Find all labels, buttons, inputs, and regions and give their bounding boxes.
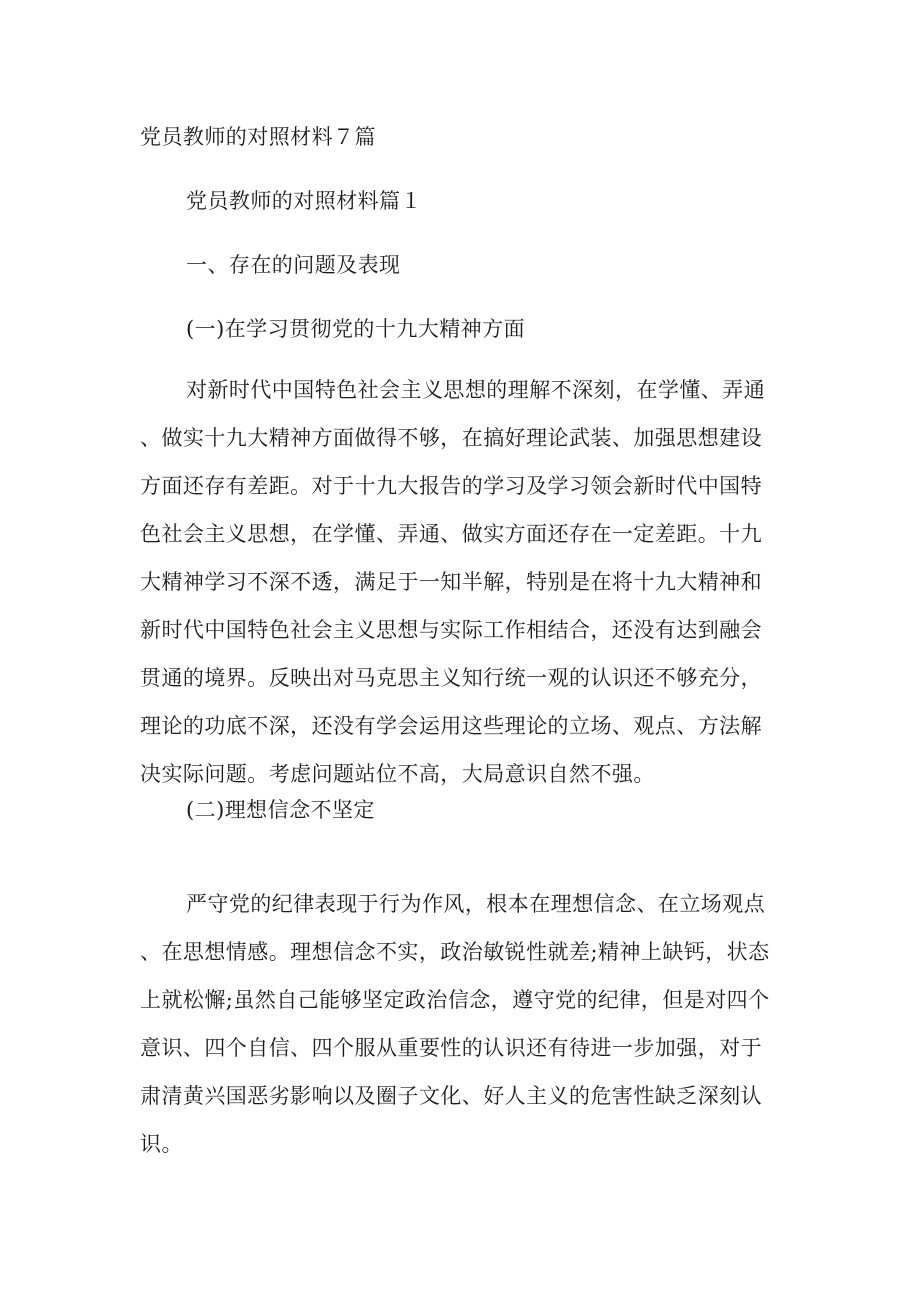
part-heading: 一、存在的问题及表现	[186, 253, 401, 277]
paragraph-line: 新时代中国特色社会主义思想与实际工作相结合，还没有达到融会	[140, 618, 763, 642]
section-heading: 党员教师的对照材料篇１	[186, 189, 422, 213]
subsection-2-paragraph	[140, 880, 780, 1168]
paragraph-line: 、在思想情感。理想信念不实，政治敏锐性就差;精神上缺钙，状态	[140, 940, 770, 964]
paragraph-line: 、做实十九大精神方面做得不够，在搞好理论武装、加强思想建设	[140, 426, 763, 450]
paragraph-line: 色社会主义思想，在学懂、弄通、做实方面还存在一定差距。十九	[140, 522, 763, 546]
subsection-1-heading: (一)在学习贯彻党的十九大精神方面	[186, 317, 526, 341]
paragraph-line: 意识、四个自信、四个服从重要性的认识还有待进一步加强，对于	[140, 1036, 763, 1060]
paragraph-line: 决实际问题。考虑问题站位不高，大局意识自然不强。	[140, 762, 655, 786]
paragraph-line: 贯通的境界。反映出对马克思主义知行统一观的认识还不够充分，	[140, 666, 763, 690]
paragraph-line: 大精神学习不深不透，满足于一知半解，特别是在将十九大精神和	[140, 570, 763, 594]
paragraph-line: 对新时代中国特色社会主义思想的理解不深刻，在学懂、弄通	[186, 378, 766, 402]
paragraph-line: 严守党的纪律表现于行为作风，根本在理想信念、在立场观点	[186, 892, 766, 916]
paragraph-line: 上就松懈;虽然自己能够坚定政治信念，遵守党的纪律，但是对四个	[140, 988, 770, 1012]
paragraph-line: 识。	[140, 1132, 183, 1156]
subsection-1-paragraph	[140, 366, 780, 798]
document-title: 党员教师的对照材料７篇	[140, 125, 376, 149]
paragraph-line: 理论的功底不深，还没有学会运用这些理论的立场、观点、方法解	[140, 714, 763, 738]
paragraph-line: 方面还存有差距。对于十九大报告的学习及学习领会新时代中国特	[140, 474, 763, 498]
paragraph-line: 肃清黄兴国恶劣影响以及圈子文化、好人主义的危害性缺乏深刻认	[140, 1084, 763, 1108]
subsection-2-heading: (二)理想信念不坚定	[186, 798, 375, 822]
